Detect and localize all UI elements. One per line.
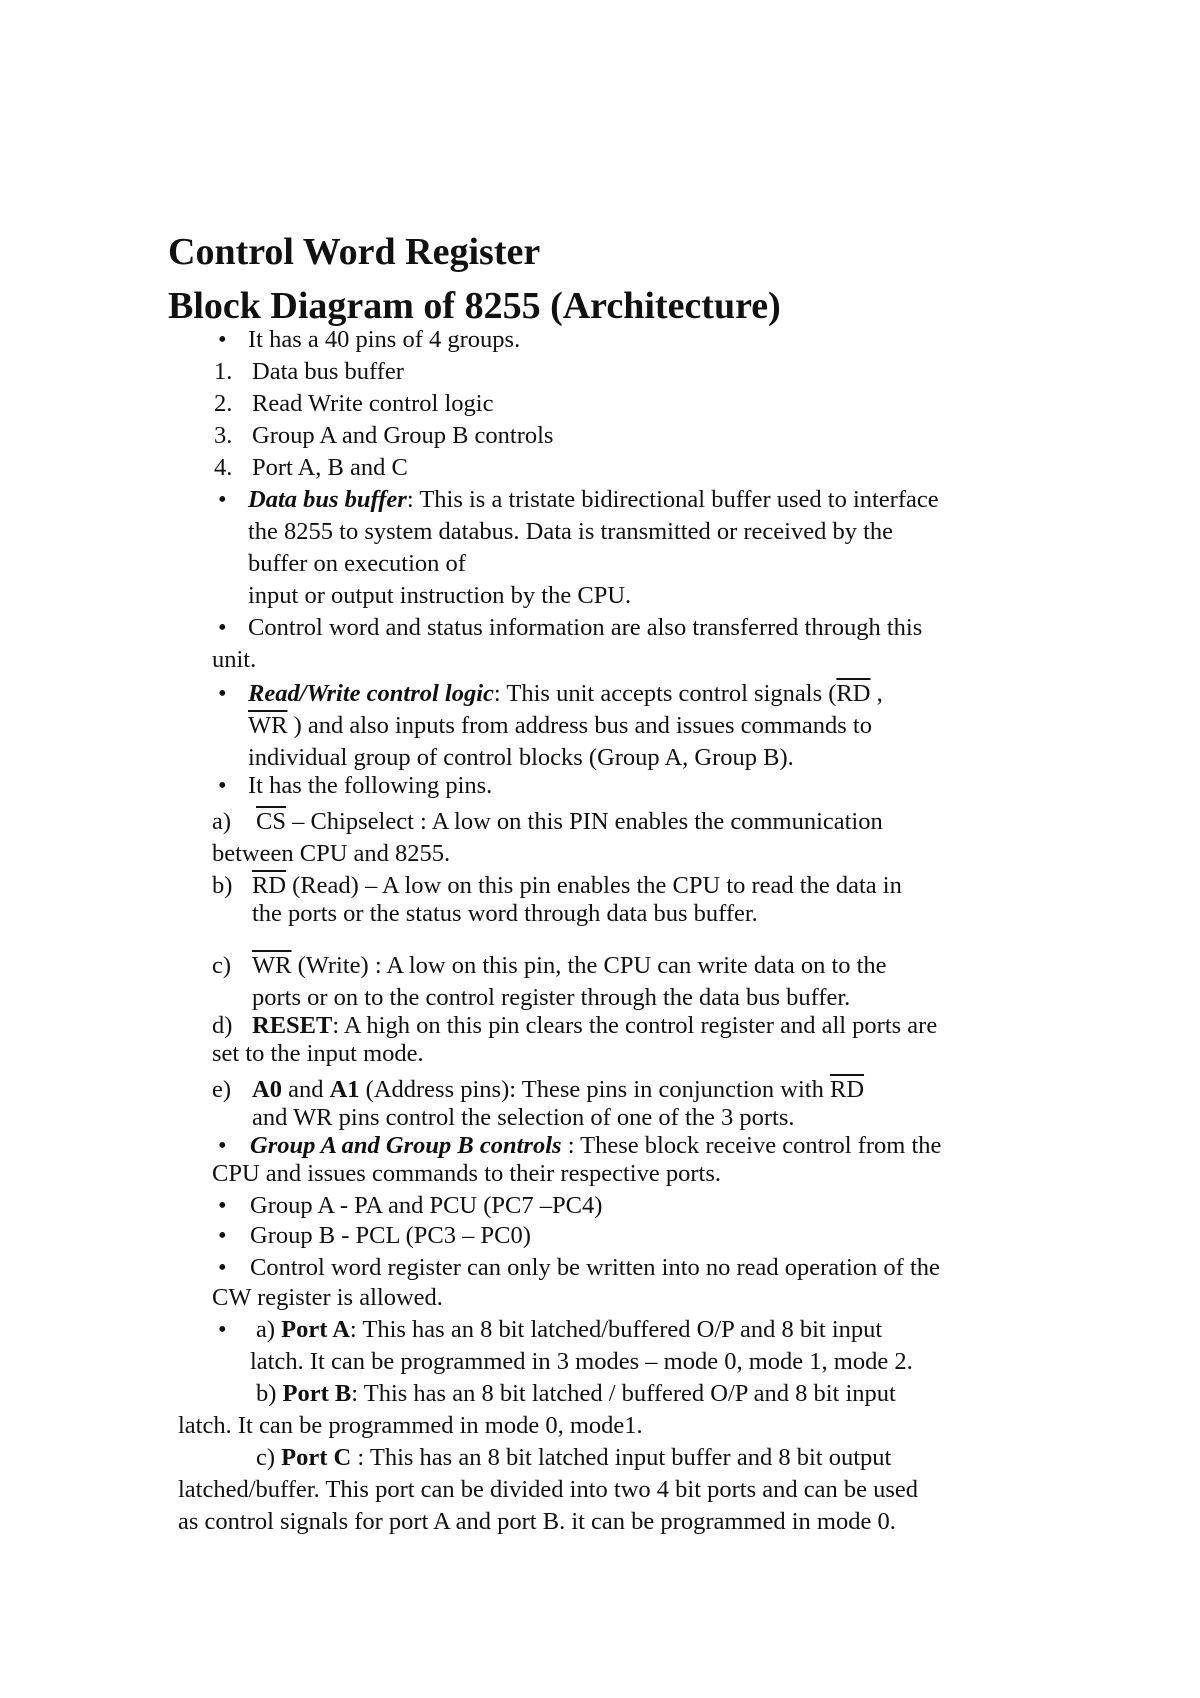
rw-term: Read/Write control logic: [248, 680, 494, 707]
bullet-marker: •: [218, 326, 227, 353]
rd-signal: $\overline{RD}$: [836, 680, 871, 707]
wr-signal: $\overline{WR}$: [248, 712, 288, 739]
wr-pin-ref: WR: [293, 1104, 333, 1131]
bullet-marker: •: [218, 772, 227, 799]
group-item: Port A, B and C: [252, 454, 408, 481]
dbb-line-4: input or output instruction by the CPU.: [248, 582, 632, 609]
pin-c-line-2: ports or on to the control register through the data bus buffer.: [252, 984, 851, 1011]
pin-marker: a): [212, 808, 232, 835]
pin-marker: c): [212, 952, 232, 979]
wr-pin-name: $\overline{WR}$: [252, 952, 292, 979]
rw-line-2: [248, 710, 872, 742]
reset-pin-name: RESET: [252, 1012, 333, 1039]
a1-pin-name: A1: [329, 1076, 360, 1103]
port-b-line: [256, 1378, 896, 1410]
groupab-text: : These block receive control from the: [561, 1132, 942, 1159]
rw-line-2-text: ) and also inputs from address bus and issues commands to: [287, 712, 872, 739]
rw-sep: ,: [870, 680, 883, 707]
cw-status-line-2: unit.: [212, 646, 257, 673]
rw-paragraph-line: [248, 678, 883, 710]
bullet-marker: •: [218, 614, 227, 641]
port-c-line: [256, 1442, 891, 1474]
number-marker: 1.: [214, 358, 233, 385]
cw-status-line-1: Control word and status information are also transferred through this: [248, 614, 923, 641]
pin-e-text-2: pins control the selection of one of the 3 ports.: [332, 1104, 795, 1131]
port-a-line-2: latch. It can be programmed in 3 modes – mode 0, mode 1, mode 2.: [250, 1348, 913, 1375]
bullet-marker: •: [218, 1316, 227, 1343]
port-c-prefix: c): [256, 1444, 282, 1471]
bullet-marker: •: [218, 680, 227, 707]
group-a-item: Group A - PA and PCU (PC7 –PC4): [250, 1192, 603, 1219]
pin-e-and-2: and: [252, 1104, 294, 1131]
dbb-text: : This is a tristate bidirectional buffer used to interface: [406, 486, 939, 513]
dbb-term: Data bus buffer: [248, 486, 407, 513]
port-c-name: Port C: [281, 1444, 352, 1471]
pin-c-line: [252, 950, 887, 982]
cwr-line-2: CW register is allowed.: [212, 1284, 443, 1311]
pin-e-text: (Address pins): These pins in conjunction with: [359, 1076, 830, 1103]
page-title: Control Word Register: [168, 231, 541, 273]
number-marker: 4.: [214, 454, 233, 481]
group-b-item: Group B - PCL (PC3 – PC0): [250, 1222, 531, 1249]
pin-b-text: (Read) – A low on this pin enables the CPU to read the data in: [286, 872, 902, 899]
a0-pin-name: A0: [252, 1076, 282, 1103]
bullet-marker: •: [218, 1254, 227, 1281]
rd-pin-name: $\overline{RD}$: [252, 872, 287, 899]
port-b-line-2: latch. It can be programmed in mode 0, mode1.: [178, 1412, 643, 1439]
pin-d-text: : A high on this pin clears the control register and all ports are: [332, 1012, 938, 1039]
bullet-marker: •: [218, 486, 227, 513]
port-a-text: : This has an 8 bit latched/buffered O/P and 8 bit input: [349, 1316, 883, 1343]
cs-pin-name: $\overline{CS}$: [256, 808, 286, 835]
group-item: Read Write control logic: [252, 390, 494, 417]
bullet-marker: •: [218, 1192, 227, 1219]
port-b-prefix: b): [256, 1380, 283, 1407]
intro-bullet-text: It has a 40 pins of 4 groups.: [248, 326, 521, 353]
pin-marker: e): [212, 1076, 232, 1103]
dbb-line-2: the 8255 to system databus. Data is transmitted or received by the: [248, 518, 894, 545]
dbb-paragraph-line: [248, 484, 939, 516]
rd-pin-ref: $\overline{RD}$: [829, 1076, 865, 1103]
rw-text: : This unit accepts control signals (: [493, 680, 837, 707]
pin-d-line-2: set to the input mode.: [212, 1040, 424, 1067]
pin-marker: d): [212, 1012, 233, 1039]
port-c-text: : This has an 8 bit latched input buffer and 8 bit output: [351, 1444, 892, 1471]
number-marker: 3.: [214, 422, 233, 449]
port-c-line-3: as control signals for port A and port B. it can be programmed in mode 0.: [178, 1508, 896, 1535]
groupab-line-2: CPU and issues commands to their respective ports.: [212, 1160, 721, 1187]
pin-b-line-2: the ports or the status word through data bus buffer.: [252, 900, 758, 927]
group-item: Group A and Group B controls: [252, 422, 554, 449]
port-a-prefix: a): [256, 1316, 282, 1343]
pins-intro: It has the following pins.: [248, 772, 493, 799]
pin-marker: b): [212, 872, 233, 899]
port-b-text: : This has an 8 bit latched / buffered O/P and 8 bit input: [351, 1380, 896, 1407]
pin-c-text: (Write) : A low on this pin, the CPU can write data on to the: [291, 952, 887, 979]
bullet-marker: •: [218, 1222, 227, 1249]
dbb-line-3: buffer on execution of: [248, 550, 466, 577]
groupab-term: Group A and Group B controls: [250, 1132, 562, 1159]
port-c-line-2: latched/buffer. This port can be divided into two 4 bit ports and can be used: [178, 1476, 919, 1503]
port-a-name: Port A: [281, 1316, 350, 1343]
section-title: Block Diagram of 8255 (Architecture): [168, 285, 781, 327]
pin-a-text: – Chipselect : A low on this PIN enables the communication: [285, 808, 883, 835]
bullet-marker: •: [218, 1132, 227, 1159]
group-item: Data bus buffer: [252, 358, 404, 385]
port-a-line: [256, 1314, 882, 1346]
cwr-line-1: Control word register can only be written into no read operation of the: [250, 1254, 940, 1281]
number-marker: 2.: [214, 390, 233, 417]
pin-e-and: and: [281, 1076, 330, 1103]
rw-line-3: individual group of control blocks (Group A, Group B).: [248, 744, 794, 771]
pin-a-line: [256, 806, 883, 838]
pin-a-line-2: between CPU and 8255.: [212, 840, 451, 867]
port-b-name: Port B: [282, 1380, 352, 1407]
